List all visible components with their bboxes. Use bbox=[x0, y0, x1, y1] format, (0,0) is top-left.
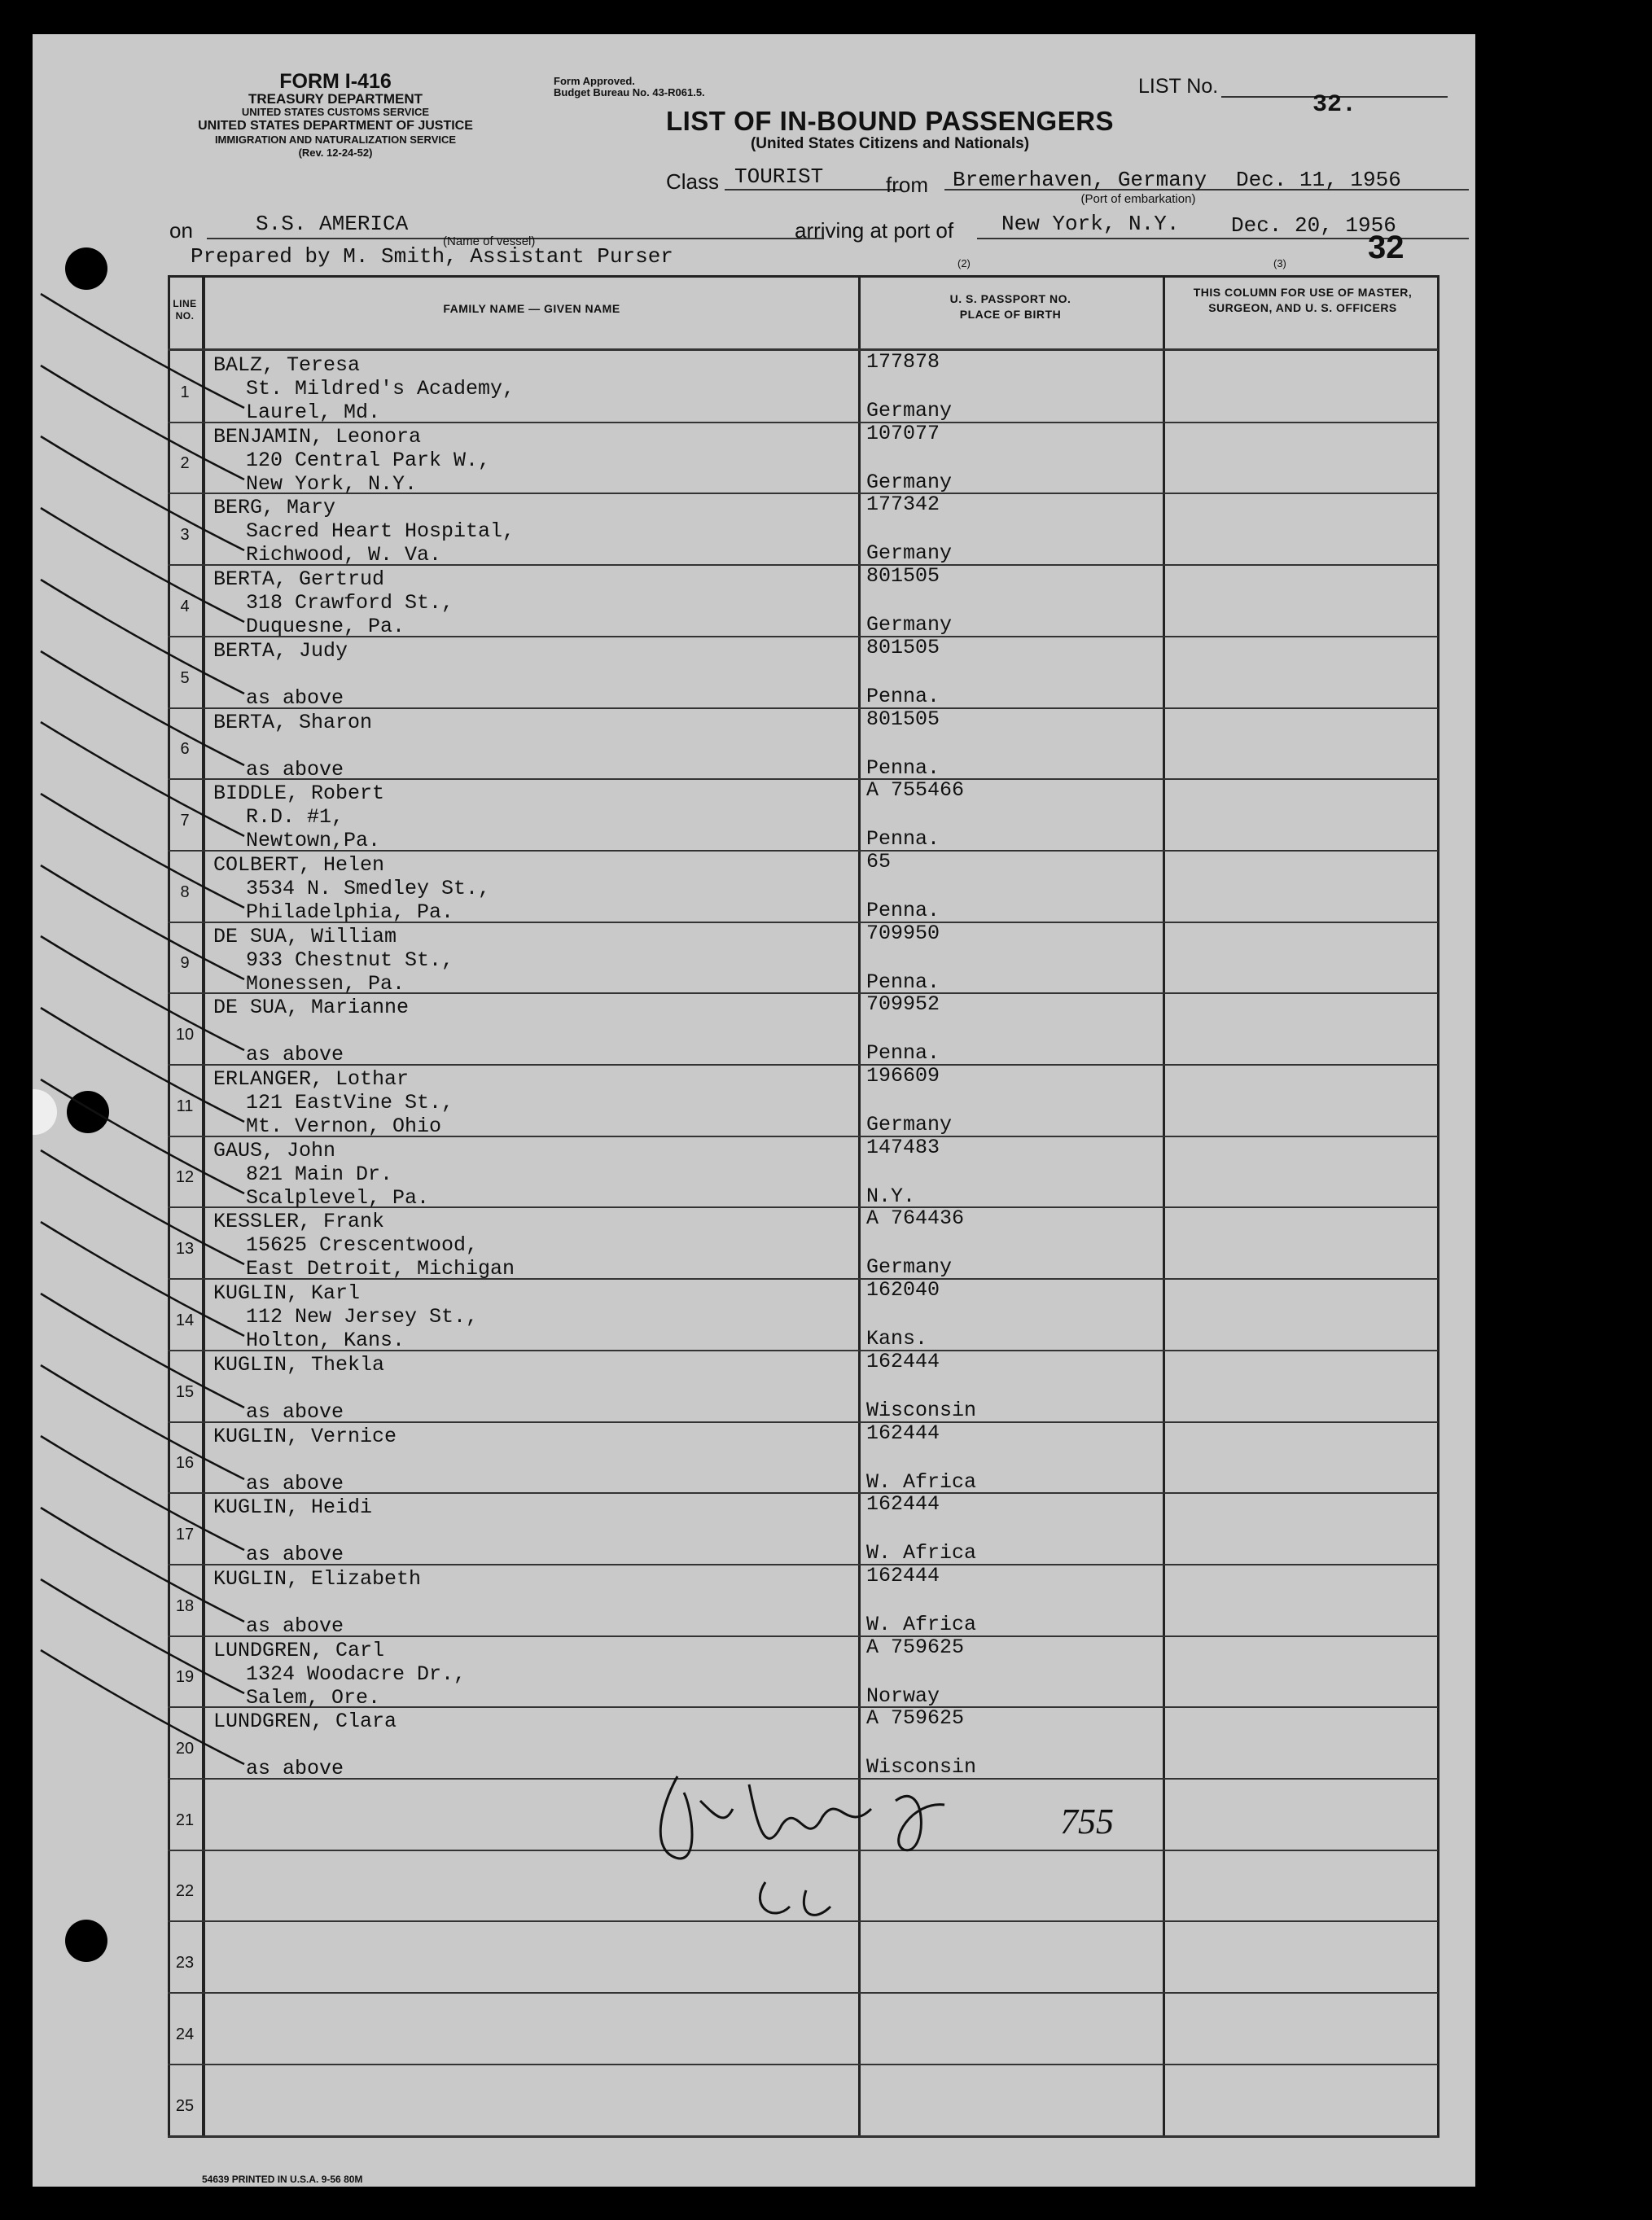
line-number: 10 bbox=[175, 1026, 195, 1044]
check-stroke bbox=[41, 1508, 244, 1622]
address-line-1: 1324 Woodacre Dr., bbox=[246, 1662, 467, 1686]
check-stroke bbox=[41, 936, 244, 1050]
line-number: 18 bbox=[175, 1597, 195, 1615]
dept-line-1: TREASURY DEPARTMENT bbox=[248, 91, 423, 107]
check-stroke bbox=[41, 794, 244, 908]
address-line-2: as above bbox=[246, 1614, 344, 1638]
address-line-1: Sacred Heart Hospital, bbox=[246, 519, 515, 543]
class-value: TOURIST bbox=[734, 164, 824, 189]
place-of-birth: Penna. bbox=[866, 685, 940, 708]
approval-line-2: Budget Bureau No. 43-R061.5. bbox=[554, 86, 705, 99]
passenger-name: DE SUA, Marianne bbox=[213, 996, 410, 1019]
address-line-2: New York, N.Y. bbox=[246, 472, 418, 496]
line-number: 14 bbox=[175, 1311, 195, 1329]
place-of-birth: Wisconsin bbox=[866, 1755, 977, 1779]
passenger-name: DE SUA, William bbox=[213, 925, 397, 948]
arriving-label: arriving at port of bbox=[795, 218, 954, 243]
place-of-birth: Norway bbox=[866, 1684, 940, 1708]
passport-number: 709952 bbox=[866, 992, 940, 1016]
check-stroke bbox=[41, 1222, 244, 1336]
passenger-name: BERTA, Judy bbox=[213, 639, 348, 663]
from-date: Dec. 11, 1956 bbox=[1236, 168, 1401, 192]
address-line-1: St. Mildred's Academy, bbox=[246, 377, 515, 401]
address-line-2: as above bbox=[246, 686, 344, 710]
note-3: (3) bbox=[1273, 257, 1286, 269]
address-line-2: Philadelphia, Pa. bbox=[246, 900, 454, 924]
signature bbox=[660, 1776, 944, 1915]
handwritten-marks bbox=[33, 34, 1475, 2187]
arrival-port: New York, N.Y. bbox=[1001, 212, 1180, 236]
line-number: 9 bbox=[180, 954, 190, 972]
list-no-handwritten: 32 bbox=[1368, 230, 1404, 265]
passenger-name: GAUS, John bbox=[213, 1139, 336, 1163]
address-line-2: Salem, Ore. bbox=[246, 1686, 381, 1710]
passport-number: 65 bbox=[866, 850, 892, 874]
check-stroke bbox=[41, 508, 244, 622]
place-of-birth: Germany bbox=[866, 541, 953, 565]
line-number: 15 bbox=[175, 1383, 195, 1401]
passport-number: 107077 bbox=[866, 422, 940, 445]
place-of-birth: Germany bbox=[866, 471, 953, 494]
passenger-name: BIDDLE, Robert bbox=[213, 782, 385, 805]
check-stroke bbox=[41, 580, 244, 694]
note-2: (2) bbox=[957, 257, 971, 269]
passport-number: 196609 bbox=[866, 1064, 940, 1088]
dept-line-5: (Rev. 12-24-52) bbox=[298, 147, 373, 159]
passport-number: 162444 bbox=[866, 1564, 940, 1587]
address-line-2: as above bbox=[246, 1543, 344, 1566]
dept-line-2: UNITED STATES CUSTOMS SERVICE bbox=[241, 106, 430, 118]
address-line-2: East Detroit, Michigan bbox=[246, 1257, 515, 1281]
passenger-name: LUNDGREN, Clara bbox=[213, 1710, 397, 1733]
address-line-2: Laurel, Md. bbox=[246, 401, 381, 424]
check-stroke bbox=[41, 1436, 244, 1550]
address-line-1: 318 Crawford St., bbox=[246, 591, 454, 615]
place-of-birth: Germany bbox=[866, 1113, 953, 1136]
footer-print-line: 54639 PRINTED IN U.S.A. 9-56 80M bbox=[202, 2174, 363, 2185]
place-of-birth: W. Africa bbox=[866, 1541, 977, 1565]
approval-line-1: Form Approved. bbox=[554, 75, 635, 87]
place-of-birth: Penna. bbox=[866, 827, 940, 851]
passport-number: 709950 bbox=[866, 922, 940, 945]
address-line-2: Holton, Kans. bbox=[246, 1329, 405, 1352]
passenger-name: ERLANGER, Lothar bbox=[213, 1067, 410, 1091]
passport-number: 162444 bbox=[866, 1350, 940, 1373]
check-stroke bbox=[41, 865, 244, 979]
address-line-1: 120 Central Park W., bbox=[246, 449, 491, 472]
address-line-2: as above bbox=[246, 1400, 344, 1424]
passenger-name: KUGLIN, Heidi bbox=[213, 1495, 373, 1519]
header-line-no: LINE NO. bbox=[173, 298, 197, 322]
passport-number: 162040 bbox=[866, 1278, 940, 1302]
check-stroke bbox=[41, 366, 244, 479]
prepared-by: Prepared by M. Smith, Assistant Purser bbox=[191, 244, 673, 269]
place-of-birth: Germany bbox=[866, 1255, 953, 1279]
vessel-note: (Name of vessel) bbox=[443, 234, 536, 248]
from-label: from bbox=[886, 173, 928, 197]
line-number: 21 bbox=[175, 1811, 195, 1829]
address-line-2: Monessen, Pa. bbox=[246, 972, 405, 996]
passenger-name: BERTA, Gertrud bbox=[213, 567, 385, 591]
address-line-1: 821 Main Dr. bbox=[246, 1163, 393, 1186]
address-line-2: as above bbox=[246, 1043, 344, 1066]
line-number: 8 bbox=[180, 883, 190, 901]
passenger-name: KUGLIN, Karl bbox=[213, 1281, 361, 1305]
header-officers: THIS COLUMN FOR USE OF MASTER, SURGEON, AND U. S. OFFICERS bbox=[1193, 286, 1413, 314]
line-number: 4 bbox=[180, 598, 190, 615]
line-number: 23 bbox=[175, 1954, 195, 1972]
passport-number: 801505 bbox=[866, 636, 940, 659]
place-of-birth: Germany bbox=[866, 399, 953, 423]
passenger-name: KUGLIN, Thekla bbox=[213, 1353, 385, 1377]
check-stroke bbox=[41, 1579, 244, 1693]
line-number: 17 bbox=[175, 1526, 195, 1543]
arrival-date: Dec. 20, 1956 bbox=[1231, 213, 1396, 238]
passport-number: 147483 bbox=[866, 1136, 940, 1159]
passenger-name: KUGLIN, Vernice bbox=[213, 1425, 397, 1448]
list-no-label: LIST No. bbox=[1138, 75, 1219, 98]
check-stroke bbox=[41, 1150, 244, 1264]
form-sheet bbox=[33, 34, 1475, 2187]
passenger-name: BENJAMIN, Leonora bbox=[213, 425, 422, 449]
address-line-2: Scalplevel, Pa. bbox=[246, 1186, 430, 1210]
check-stroke bbox=[41, 294, 244, 408]
line-number: 7 bbox=[180, 812, 190, 830]
dept-line-3: UNITED STATES DEPARTMENT OF JUSTICE bbox=[198, 119, 473, 133]
line-number: 13 bbox=[175, 1240, 195, 1258]
line-number: 19 bbox=[175, 1668, 195, 1686]
address-line-1: 121 EastVine St., bbox=[246, 1091, 454, 1114]
line-number: 3 bbox=[180, 526, 190, 544]
passport-number: 162444 bbox=[866, 1492, 940, 1516]
form-number: FORM I-416 bbox=[279, 70, 392, 93]
line-number: 20 bbox=[175, 1740, 195, 1758]
place-of-birth: Penna. bbox=[866, 970, 940, 994]
place-of-birth: W. Africa bbox=[866, 1613, 977, 1636]
check-stroke bbox=[41, 436, 244, 550]
address-line-2: Mt. Vernon, Ohio bbox=[246, 1114, 442, 1138]
address-line-2: Newtown,Pa. bbox=[246, 829, 381, 852]
passenger-name: BERG, Mary bbox=[213, 496, 336, 519]
passport-number: 801505 bbox=[866, 564, 940, 588]
place-of-birth: N.Y. bbox=[866, 1184, 916, 1208]
list-no-value: 32. bbox=[1312, 91, 1357, 119]
on-label: on bbox=[169, 218, 193, 243]
place-of-birth: Kans. bbox=[866, 1327, 928, 1351]
from-value: Bremerhaven, Germany bbox=[953, 168, 1207, 192]
check-stroke bbox=[41, 651, 244, 765]
address-line-2: as above bbox=[246, 1472, 344, 1495]
place-of-birth: Germany bbox=[866, 613, 953, 637]
place-of-birth: Penna. bbox=[866, 756, 940, 780]
class-label: Class bbox=[666, 169, 720, 194]
port-embarkation-note: (Port of embarkation) bbox=[1080, 192, 1196, 206]
passport-number: A 764436 bbox=[866, 1206, 965, 1230]
address-line-1: 112 New Jersey St., bbox=[246, 1305, 479, 1329]
address-line-1: R.D. #1, bbox=[246, 805, 344, 829]
check-stroke bbox=[41, 1365, 244, 1479]
line-number: 16 bbox=[175, 1454, 195, 1472]
header-name: FAMILY NAME — GIVEN NAME bbox=[443, 302, 620, 315]
dept-line-4: IMMIGRATION AND NATURALIZATION SERVICE bbox=[214, 134, 457, 146]
check-stroke bbox=[41, 1650, 244, 1764]
check-stroke bbox=[41, 1008, 244, 1122]
passport-number: 177342 bbox=[866, 493, 940, 516]
passport-number: A 755466 bbox=[866, 778, 965, 802]
header-passport: U. S. PASSPORT NO. PLACE OF BIRTH bbox=[949, 292, 1071, 321]
address-line-2: as above bbox=[246, 1757, 344, 1780]
passport-number: A 759625 bbox=[866, 1706, 965, 1730]
check-stroke bbox=[41, 1294, 244, 1408]
signature-annotation: 755 bbox=[1060, 1802, 1114, 1841]
line-number: 22 bbox=[175, 1882, 195, 1900]
line-number: 6 bbox=[180, 740, 190, 758]
address-line-2: Duquesne, Pa. bbox=[246, 615, 405, 638]
address-line-1: 15625 Crescentwood, bbox=[246, 1233, 479, 1257]
passport-number: 801505 bbox=[866, 707, 940, 731]
address-line-1: 3534 N. Smedley St., bbox=[246, 877, 491, 900]
address-line-2: as above bbox=[246, 758, 344, 782]
passenger-name: BALZ, Teresa bbox=[213, 353, 361, 377]
passenger-name: KESSLER, Frank bbox=[213, 1210, 385, 1233]
line-number: 12 bbox=[175, 1168, 195, 1186]
vessel-name: S.S. AMERICA bbox=[256, 212, 409, 236]
passport-number: 177878 bbox=[866, 350, 940, 374]
passport-number: 162444 bbox=[866, 1421, 940, 1445]
address-line-1: 933 Chestnut St., bbox=[246, 948, 454, 972]
place-of-birth: Wisconsin bbox=[866, 1399, 977, 1422]
form-subtitle: (United States Citizens and Nationals) bbox=[750, 135, 1030, 152]
check-stroke bbox=[41, 722, 244, 836]
line-number: 24 bbox=[175, 2025, 195, 2043]
line-number: 25 bbox=[175, 2097, 195, 2115]
passenger-name: BERTA, Sharon bbox=[213, 711, 373, 734]
passport-number: A 759625 bbox=[866, 1635, 965, 1659]
passenger-name: COLBERT, Helen bbox=[213, 853, 385, 877]
place-of-birth: Penna. bbox=[866, 899, 940, 922]
line-number: 1 bbox=[180, 383, 190, 401]
passenger-name: LUNDGREN, Carl bbox=[213, 1639, 385, 1662]
place-of-birth: Penna. bbox=[866, 1041, 940, 1065]
address-line-2: Richwood, W. Va. bbox=[246, 543, 442, 567]
place-of-birth: W. Africa bbox=[866, 1470, 977, 1494]
line-number: 11 bbox=[176, 1097, 194, 1115]
check-stroke bbox=[41, 1079, 244, 1193]
form-title: LIST OF IN-BOUND PASSENGERS bbox=[665, 106, 1115, 136]
passenger-name: KUGLIN, Elizabeth bbox=[213, 1567, 422, 1591]
line-number: 5 bbox=[180, 669, 190, 687]
line-number: 2 bbox=[180, 454, 190, 472]
